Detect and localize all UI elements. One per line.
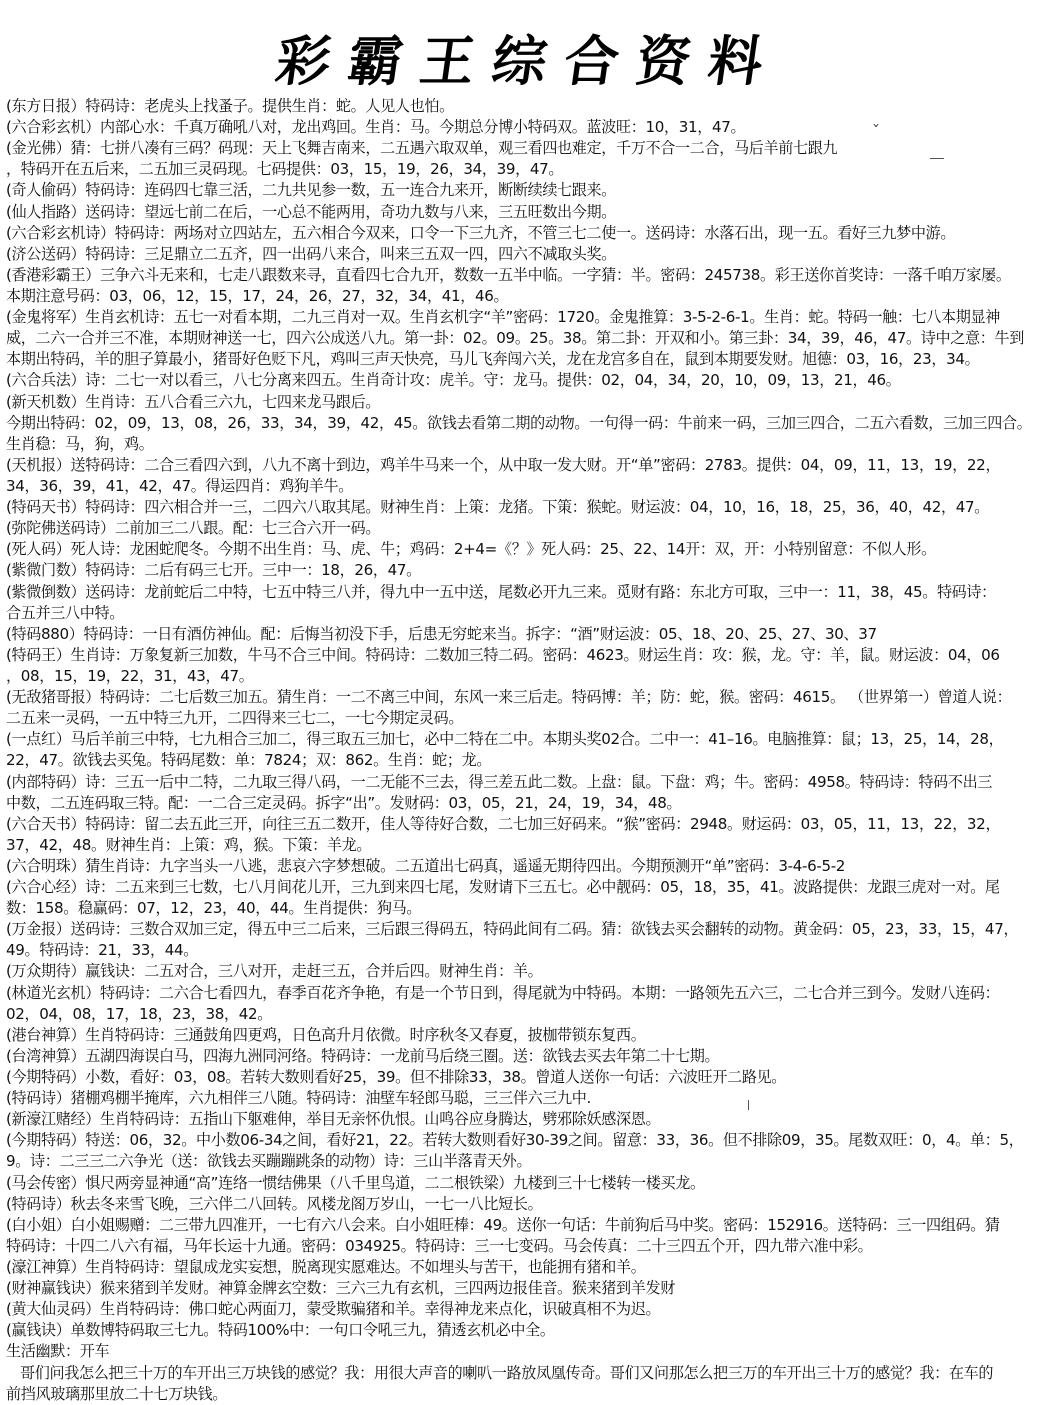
text-line: (新濠江赌经）生肖特码诗：五指山下躯难伸，举目无亲怀仇恨。山鸣谷应身腾达，劈邪除妖感深恩。 — [6, 1110, 661, 1129]
text-line: (特码诗）猪棚鸡棚半掩库，六九相伴三八随。特码诗：油壁车轻郎马聪，三三伴六三九中. — [6, 1089, 591, 1108]
text-line: (天机报）送特码诗：二合三看四六到，八九不离十到边，鸡羊牛马来一个，从中取一发大财。开“单”密码：2783。提供：04，09，11，13，19，22， — [6, 455, 1001, 474]
text-line: 34，36，39，41，42，47。得运四肖：鸡狗羊牛。 — [6, 476, 353, 495]
text-line: (六合彩玄机）内部心水：千真万确吼八对，龙出鸡回。生肖：马。今期总分博小特码双。蓝波旺：10，31，47。 — [6, 118, 746, 137]
text-line: 二五来一灵码，一五中特三九开，二四得来三七二，一七今期定灵码。 — [6, 709, 464, 728]
text-line: 22，47。欲钱去买兔。特码尾数：单：7824；双：862。生肖：蛇；龙。 — [6, 751, 492, 770]
page-title: 彩霸王综合资料 — [272, 29, 785, 93]
text-line: (黄大仙灵码）生肖特码诗：佛口蛇心两面刀，蒙受欺骗猪和羊。幸得神龙来点化，识破真相不为迟。 — [6, 1300, 661, 1319]
text-line: (赢钱诀）单数博特码取三七九。特码100%中：一句口令吼三九，猜透玄机必中全。 — [6, 1321, 555, 1340]
text-line: (财神赢钱诀）猴来猪到羊发财。神算金牌玄空数：三六三九有玄机，三四两边报佳音。猴来猪到羊发财 — [6, 1279, 676, 1298]
scan-speck-mark: ˇ — [872, 122, 880, 141]
text-line: (濠江神算）生肖特码诗：望鼠成龙实妄想，脱离现实愿难达。不如埋头与苦干，也能拥有猪和羊。 — [6, 1258, 646, 1277]
text-line: (新天机数）生肖诗：五八合看三六九，七四来龙马跟后。 — [6, 392, 381, 411]
text-line: (马会传密）惧尺两旁显神通“高”连络一惯结佛果（八千里鸟道，二二根铁梁）九楼到三十七楼转一楼买龙。 — [6, 1173, 705, 1192]
text-line: 特码诗：十四二八六有福，马年长运十九通。密码：034925。特码诗：三一七变码。马会传真：二十三四五个开，四九带六准中彩。 — [6, 1236, 873, 1255]
text-line: 数：158。稳赢码：07，12，23，40，44。生肖提供：狗马。 — [6, 899, 422, 918]
text-line: (济公送码）特码诗：三足鼎立二五齐，四一出码八来合，叫来三五双一四，四六不减取头奖。 — [6, 244, 617, 263]
text-line: (一点红）马后羊前三中特，七九相合三加二，得三取五三加七，必中二特在二中。本期头奖02合。二中一：41–16。电脑推算：鼠；13，25，14，28， — [6, 730, 1004, 749]
document-body — [6, 96, 1034, 1405]
text-line: ，特码开在五后来，二五加三灵码现。七码提供：03，15，19，26，34，39，47。 — [6, 160, 564, 179]
text-line: (特码天书）特码诗：四六相合并一三，二四六八取其尾。财神生肖：上策：龙猪。下策：猴蛇。财运波：04，10，16，18，25，36，40，42，47。 — [6, 498, 990, 517]
text-line: 中数，二五连码取三特。配：一二合三定灵码。拆字“出”。发财码：03，05，21，24，19，34，48。 — [6, 793, 682, 812]
text-line: (万金报）送码诗：三数合双加三定，得五中三二后来，三后跟三得码五，特码此间有二码。猜：欲钱去买会翻转的动物。黄金码：05，23，33，15，47， — [6, 920, 1019, 939]
text-line: (内部特码）诗：三五一后中二特，二九取三得八码，一二无能不三去，得三差五此二数。上盘：鼠。下盘：鸡；牛。密码：4958。特码诗：特码不出三 — [6, 772, 993, 791]
text-line: 前挡风玻璃那里放二十七万块钱。 — [6, 1384, 228, 1403]
text-line: (金鬼将军）生肖玄机诗：五七一对看本期，二九三肖对一双。生肖玄机字“羊”密码：1720。金鬼推算：3-5-2-6-1。生肖：蛇。特码一触：七八本期显神 — [6, 308, 1001, 327]
text-line: 哥们问我怎么把三十万的车开出三万块钱的感觉？我：用很大声音的喇叭一路放凤凰传奇。哥们又问那怎么把三万的车开出三十万的感觉？我：在车的 — [20, 1363, 994, 1382]
text-line: (东方日报）特码诗：老虎头上找蚤子。提供生肖：蛇。人见人也怕。 — [6, 97, 454, 115]
text-line: (六合心经）诗：二五来到三七数，七八月间花儿开，三九到来四七尾，发财请下三五七。必中靓码：05，18，35，41。波路提供：龙跟三虎对一对。尾 — [6, 878, 1000, 897]
text-line: (死人码）死人诗：龙困蛇爬冬。今期不出生肖：马、虎、牛；鸡码：2+4=《？》死人码：25、22、14开：双，开：小特别留意：不似人形。 — [6, 540, 936, 559]
text-line: 今期出特码：02，09，13，08，26，33，34，39，42，45。欲钱去看第二期的动物。一句得一码：牛前来一码，三加三四合，二五六看数，三加三四合。 — [6, 413, 1032, 432]
text-line: (今期特码）小数，看好：03，08。若转大数则看好25，39。但不排除33，38。曾道人送你一句话：六波旺开二路见。 — [6, 1068, 787, 1087]
text-line: (六合兵法）诗：二七一对以看三，八七分离来四五。生肖奇计攻：虎羊。守：龙马。提供：02，04，34，20，10，09，13，21，46。 — [6, 371, 901, 390]
scan-tick-mark — [748, 1100, 749, 1110]
text-line: (港台神算）生肖特码诗：三通鼓角四更鸡，日色高升月依微。时序秋冬又春夏，披枷带锁东复西。 — [6, 1025, 646, 1044]
text-line: 02，04，08，17，18，23，38，42。 — [6, 1004, 273, 1023]
text-line: (紫微倒数）送码诗：龙前蛇后二中特，七五中特三八并，得九中一五中送，尾数必开九三来。觅财有路：东北方可取，三中一：11，38，45。特码诗： — [6, 582, 996, 601]
text-line: (奇人偷码）特码诗：连码四七靠三活，二九共见参一数，五一连合九来开，断断续续七跟来。 — [6, 181, 617, 200]
text-line: 37，42，48。财神生肖：上策：鸡，猴。下策：羊龙。 — [6, 835, 372, 854]
text-line: (台湾神算）五湖四海误白马，四海九洲同河络。特码诗：一龙前马后绕三圈。送：欲钱去买去年第二十七期。 — [6, 1046, 720, 1065]
text-line: ，08，15，19，22，31，43，47。 — [6, 666, 254, 685]
text-line: (六合天书）特码诗：留二去五此三开，向往三五二数开，佳人等待好合数，二七加三好码来。“猴”密码：2948。财运码：03，05，11，13，22，32， — [6, 814, 1001, 833]
text-line: (金光佛）猜：七拼八凑有三码？码现：天上飞舞吉南来，二五遇六取双单，观三看四也难定，千万不合一二合，马后羊前七跟九 — [6, 139, 838, 158]
scan-dash-mark — [930, 158, 944, 159]
text-line: (紫微门数）特码诗：二后有码三七开。三中一：18，26，47。 — [6, 561, 421, 580]
text-line: (林道光玄机）特码诗：二六合七看四九，春季百花齐争艳，有是一个节日到，得尾就为中特码。本期：一路领先五六三，二七合并三到今。发财八连码： — [6, 983, 1000, 1002]
text-line: 本期注意号码：03，06，12，15，17，24，26，27，32，34，41，46。 — [6, 286, 509, 305]
text-line: (特码880）特码诗：一日有酒仿神仙。配：后悔当初没下手，后患无穷蛇来当。拆字：“酒”财运波：05、18、20、25、27、30、37 — [6, 624, 877, 643]
text-line: (弥陀佛送码诗）二前加三二八跟。配：七三合六开一码。 — [6, 519, 381, 538]
text-line: 威，二六一合并三不准，本期财神送一七，四六公成送八九。第一卦：02。09。25。38。第二卦：开双和小。第三卦：34，39，46，47。诗中之意：牛到 — [6, 329, 1024, 348]
text-line: (六合明珠）猜生肖诗：九字当头一八逃，悲哀六字梦想破。二五道出七码真，遥遥无期待四出。今期预测开“单”密码：3-4-6-5-2 — [6, 856, 846, 875]
text-line: 生活幽默：开车 — [6, 1342, 110, 1361]
text-line: (无敌猪哥报）特码诗：二七后数三加五。猜生肖：一二不离三中间，东风一来三后走。特码博：羊；防：蛇，猴。密码：4615。 （世界第一）曾道人说： — [6, 688, 1012, 707]
text-line: (万众期待）赢钱诀：二五对合，三八对开，走赶三五，合并后四。财神生肖：羊。 — [6, 962, 543, 981]
text-line: 合五并三八中特。 — [6, 603, 124, 622]
text-line: (特码诗）秋去冬来雪飞晚，三六伴二八回转。风楼龙阁万岁山，一七一八比短长。 — [6, 1194, 543, 1213]
text-line: 9。诗：二三三二六争光（送：欲钱去买蹦蹦跳条的动物）诗：三山半落青天外。 — [6, 1152, 532, 1171]
text-line: (六合彩玄机诗）特码诗：两场对立四站左，五六相合今双来，口令一下三九齐，不管三七二使一。送码诗：水落石出，现一五。看好三九梦中游。 — [6, 223, 956, 242]
text-line: 生肖稳：马，狗，鸡。 — [6, 434, 154, 453]
text-line: (白小姐）白小姐赐赠：二三带九四准开，一七有六八会来。白小姐旺棒：49。送你一句话：牛前狗后马中奖。密码：152916。送特码：三一四组码。猜 — [6, 1215, 1000, 1234]
text-line: 49。特码诗：21，33，44。 — [6, 941, 198, 960]
text-line: (仙人指路）送码诗：望远七前二在后，一心总不能两用，奇功九数与八来，三五旺数出今期。 — [6, 202, 617, 221]
text-line: (特码王）生肖诗：万象复新三加数，牛马不合三中间。特码诗：二数加三特二码。密码：4623。财运生肖：攻：猴，龙。守：羊，鼠。财运波：04，06 — [6, 645, 1000, 664]
text-line: (香港彩霸王）三争六斗无来和，七走八跟数来寻，直看四七合九开，数数一五半中临。一字猜：半。密码：245738。彩王送你首奖诗：一落千咱万家屡。 — [6, 265, 1011, 284]
text-line: (今期特码）特送：06，32。中小数06-34之间，看好21，22。若转大数则看好30-39之间。留意：33，36。但不排除09，35。尾数双旺：0，4。单：5， — [6, 1131, 1024, 1150]
text-line: 本期出特码，羊的胆子算最小，猪哥好色贬下凡，鸡叫三声天快亮，马儿飞奔闯六关，龙在龙宫多自在，鼠到本期要发财。旭德：03，16，23，34。 — [6, 350, 980, 369]
